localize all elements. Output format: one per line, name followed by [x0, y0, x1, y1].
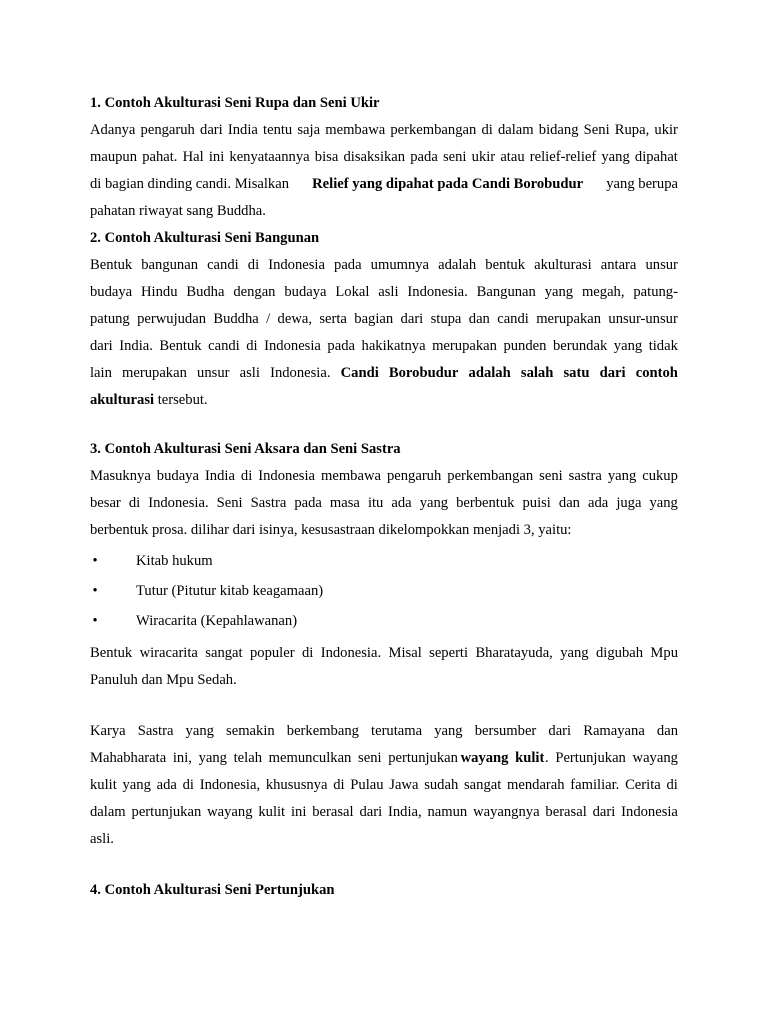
plain-text: yang berupa — [606, 176, 678, 192]
word: familiar. — [570, 777, 620, 793]
word: ada — [588, 495, 609, 511]
word: candi — [497, 311, 529, 327]
bullet-list — [90, 546, 678, 636]
word: digubah — [596, 645, 644, 661]
word: di — [240, 468, 253, 484]
word: Mpu — [650, 645, 678, 661]
word: hakikatnya — [361, 338, 426, 354]
word: serta — [319, 311, 347, 327]
word: pertunjukan — [131, 804, 202, 820]
word: Bharatayuda, — [475, 645, 553, 661]
word: perkembangan — [447, 468, 534, 484]
word: Seni — [216, 495, 243, 511]
word: Sastra — [137, 723, 174, 739]
word: dalam — [497, 122, 534, 138]
word: Indonesia, — [199, 777, 261, 793]
word: dan — [656, 723, 678, 739]
paragraph-line — [90, 799, 678, 826]
word: dengan — [233, 284, 276, 300]
word: Bentuk — [159, 338, 202, 354]
word: merupakan — [122, 365, 187, 381]
word: pada — [294, 495, 322, 511]
word: bisa — [314, 149, 339, 165]
word: ukir — [654, 122, 678, 138]
bold-word: dari — [599, 365, 626, 381]
word: wayang — [632, 750, 678, 766]
word: Jawa — [389, 777, 419, 793]
word: sangat — [205, 645, 243, 661]
word: Hal — [182, 149, 204, 165]
word: Adanya — [90, 122, 136, 138]
word: . — [545, 750, 549, 766]
paragraph-line — [90, 745, 678, 772]
word: relief-relief — [529, 149, 597, 165]
section-1-heading: 1. Contoh Akulturasi Seni Rupa dan Seni Ukir — [90, 95, 380, 111]
word: Indonesia. — [270, 365, 331, 381]
word: candi — [207, 257, 239, 273]
word: saja — [297, 122, 321, 138]
word: India — [227, 122, 258, 138]
word: patung- — [633, 284, 678, 300]
word: bentuk — [485, 257, 526, 273]
word: Indonesia. — [320, 645, 382, 661]
word: membawa — [321, 468, 381, 484]
paragraph-line: Panuluh dan Mpu Sedah. — [90, 672, 237, 688]
word: populer — [249, 645, 295, 661]
word: pertunjukan — [388, 750, 458, 766]
word: unsur — [645, 257, 678, 273]
word: Lokal — [335, 284, 370, 300]
word: yang — [607, 468, 637, 484]
word: budaya — [156, 468, 199, 484]
word: di — [247, 257, 260, 273]
word: pada — [410, 149, 438, 165]
paragraph-line — [90, 279, 678, 306]
word: dan — [558, 495, 580, 511]
paragraph-line — [90, 387, 678, 414]
word: berbentuk — [456, 495, 515, 511]
word: namun — [427, 804, 468, 820]
word: Misal — [388, 645, 422, 661]
word: seni — [442, 149, 467, 165]
word: dewa, — [277, 311, 312, 327]
word: unsur-unsur — [608, 311, 678, 327]
word: Indonesia — [268, 257, 325, 273]
word: dari — [592, 804, 616, 820]
paragraph-line — [90, 333, 678, 360]
word: yang — [560, 645, 589, 661]
paragraph-line — [90, 117, 678, 144]
paragraph-line — [90, 463, 678, 490]
word: yang — [419, 495, 449, 511]
word: Indonesia. — [407, 284, 468, 300]
plain-text: tersebut. — [157, 392, 208, 408]
word: Seni — [583, 122, 610, 138]
word: khususnya — [265, 777, 328, 793]
word: seni — [539, 468, 563, 484]
word: Hindu — [141, 284, 178, 300]
word: Indonesia. — [148, 495, 209, 511]
word: pengaruh — [140, 122, 195, 138]
word: pada — [327, 338, 355, 354]
word: budaya — [284, 284, 327, 300]
word: Pulau — [350, 777, 384, 793]
list-item — [90, 546, 678, 576]
word: yang — [122, 777, 151, 793]
word: Bentuk — [90, 257, 133, 273]
word: ini, — [172, 750, 192, 766]
list-item — [90, 576, 678, 606]
paragraph-line — [90, 306, 678, 333]
word: dari — [90, 338, 113, 354]
section-4-heading: 4. Contoh Akulturasi Seni Pertunjukan — [90, 882, 335, 898]
bold-word: kulit — [515, 750, 545, 766]
paragraph-line — [90, 718, 678, 745]
word: umumnya — [370, 257, 430, 273]
word: merupakan — [432, 338, 497, 354]
word: di — [128, 495, 141, 511]
word: Rupa, — [614, 122, 650, 138]
word: dalam — [90, 804, 126, 820]
word: Mahabharata — [90, 750, 167, 766]
word: Ramayana — [583, 723, 645, 739]
word: Cerita — [625, 777, 661, 793]
paragraph-line — [90, 490, 678, 517]
plain-text: di bagian dinding candi. Misalkan — [90, 176, 290, 192]
word: Indonesia — [621, 804, 678, 820]
paragraph-line — [90, 640, 678, 667]
bold-word: satu — [563, 365, 590, 381]
word: merupakan — [536, 311, 602, 327]
paragraph-line: berbentuk prosa. dilihar dari isinya, kesusastraan dikelompokkan menjadi 3, yaitu: — [90, 522, 572, 538]
word: wayangnya — [473, 804, 540, 820]
bold-word: Borobudur — [388, 365, 459, 381]
word: berundak — [552, 338, 608, 354]
bold-text: akulturasi — [90, 392, 155, 408]
word: akulturasi — [534, 257, 592, 273]
document-page — [90, 90, 678, 904]
word: terutama — [371, 723, 423, 739]
list-item — [90, 606, 678, 636]
bold-word: Candi — [340, 365, 379, 381]
word: yang — [613, 338, 643, 354]
word: telah — [233, 750, 262, 766]
word: sudah — [424, 777, 459, 793]
word: yang — [649, 495, 678, 511]
word: kulit — [258, 804, 286, 820]
word: dari — [400, 311, 424, 327]
word: candi — [208, 338, 240, 354]
bullet-icon: • — [92, 613, 98, 629]
word: maupun — [90, 149, 138, 165]
word: Pertunjukan — [555, 750, 626, 766]
word: mendarah — [507, 777, 565, 793]
word: sastra — [568, 468, 602, 484]
word: di — [666, 777, 678, 793]
word: dipahat — [634, 149, 678, 165]
word: itu — [367, 495, 384, 511]
word: adalah — [438, 257, 477, 273]
word: berasal — [545, 804, 587, 820]
bold-text: Relief yang dipahat pada Candi Borobudur — [312, 176, 584, 192]
word: dan — [468, 311, 490, 327]
word: tidak — [648, 338, 678, 354]
word: India — [204, 468, 235, 484]
word: kenyataannya — [229, 149, 310, 165]
word: berkembang — [286, 723, 359, 739]
word: kulit — [90, 777, 117, 793]
word: Sastra — [250, 495, 287, 511]
word: yang — [185, 723, 214, 739]
word: bidang — [538, 122, 579, 138]
word: yang — [198, 750, 227, 766]
word: Masuknya — [90, 468, 151, 484]
word: dari — [200, 122, 223, 138]
word: yang — [544, 284, 574, 300]
word: pahat. — [142, 149, 178, 165]
word: budaya — [90, 284, 133, 300]
paragraph-line — [90, 772, 678, 799]
word: India. — [119, 338, 153, 354]
paragraph-line — [90, 171, 678, 198]
word: India, — [388, 804, 422, 820]
word: juga — [616, 495, 642, 511]
word: unsur — [197, 365, 230, 381]
word: tentu — [263, 122, 293, 138]
bullet-icon: • — [92, 553, 98, 569]
word: seperti — [429, 645, 469, 661]
word: di — [301, 645, 314, 661]
word: bersumber — [474, 723, 537, 739]
word: wayang — [207, 804, 253, 820]
word: Bangunan — [476, 284, 536, 300]
word: Indonesia — [264, 338, 321, 354]
word: di — [333, 777, 345, 793]
list-item-label: Tutur (Pitutur kitab keagamaan) — [136, 583, 324, 599]
word: pada — [334, 257, 362, 273]
word: patung — [90, 311, 130, 327]
word: ada — [156, 777, 177, 793]
bold-word: adalah — [468, 365, 511, 381]
word: Bentuk — [90, 645, 133, 661]
word: lain — [90, 365, 112, 381]
list-item-label: Wiracarita (Kepahlawanan) — [136, 613, 298, 629]
word: perwujudan — [137, 311, 206, 327]
word: perkembangan — [390, 122, 477, 138]
bold-word: wayang — [460, 750, 509, 766]
word: wiracarita — [139, 645, 198, 661]
word: di — [481, 122, 493, 138]
word: dari — [548, 723, 572, 739]
word: semakin — [226, 723, 275, 739]
word: asli — [378, 284, 399, 300]
section-2-heading: 2. Contoh Akulturasi Seni Bangunan — [90, 230, 320, 246]
list-item-label: Kitab hukum — [136, 553, 213, 569]
word: Karya — [90, 723, 126, 739]
word: megah, — [581, 284, 625, 300]
word: ini — [208, 149, 225, 165]
word: cukup — [642, 468, 678, 484]
word: Budha — [186, 284, 225, 300]
word: membawa — [325, 122, 386, 138]
paragraph-line — [90, 252, 678, 279]
word: ada — [391, 495, 412, 511]
word: yang — [601, 149, 630, 165]
word: puisi — [522, 495, 551, 511]
word: masa — [329, 495, 360, 511]
word: pengaruh — [386, 468, 442, 484]
word: asli — [239, 365, 260, 381]
paragraph-line — [90, 144, 678, 171]
word: sangat — [463, 777, 502, 793]
word: disaksikan — [343, 149, 406, 165]
word: dari — [359, 804, 383, 820]
word: bagian — [354, 311, 394, 327]
word: punden — [503, 338, 547, 354]
word: berasal — [312, 804, 354, 820]
word: Buddha — [213, 311, 259, 327]
section-3-heading: 3. Contoh Akulturasi Seni Aksara dan Seni Sastra — [90, 441, 401, 457]
paragraph-line: pahatan riwayat sang Buddha. — [90, 203, 266, 219]
word: antara — [600, 257, 637, 273]
word: yang — [434, 723, 463, 739]
word: seni — [358, 750, 382, 766]
word: atau — [500, 149, 525, 165]
word: ukir — [471, 149, 496, 165]
bold-word: salah — [520, 365, 554, 381]
paragraph-line — [90, 360, 678, 387]
word: Indonesia — [258, 468, 316, 484]
word: di — [182, 777, 194, 793]
bold-word: contoh — [635, 365, 678, 381]
word: ini — [290, 804, 307, 820]
word: di — [246, 338, 258, 354]
word: besar — [90, 495, 121, 511]
word: bangunan — [141, 257, 198, 273]
word: / — [266, 311, 271, 327]
paragraph-line: asli. — [90, 831, 114, 847]
bullet-icon: • — [92, 583, 98, 599]
word: memunculkan — [268, 750, 352, 766]
word: stupa — [430, 311, 462, 327]
